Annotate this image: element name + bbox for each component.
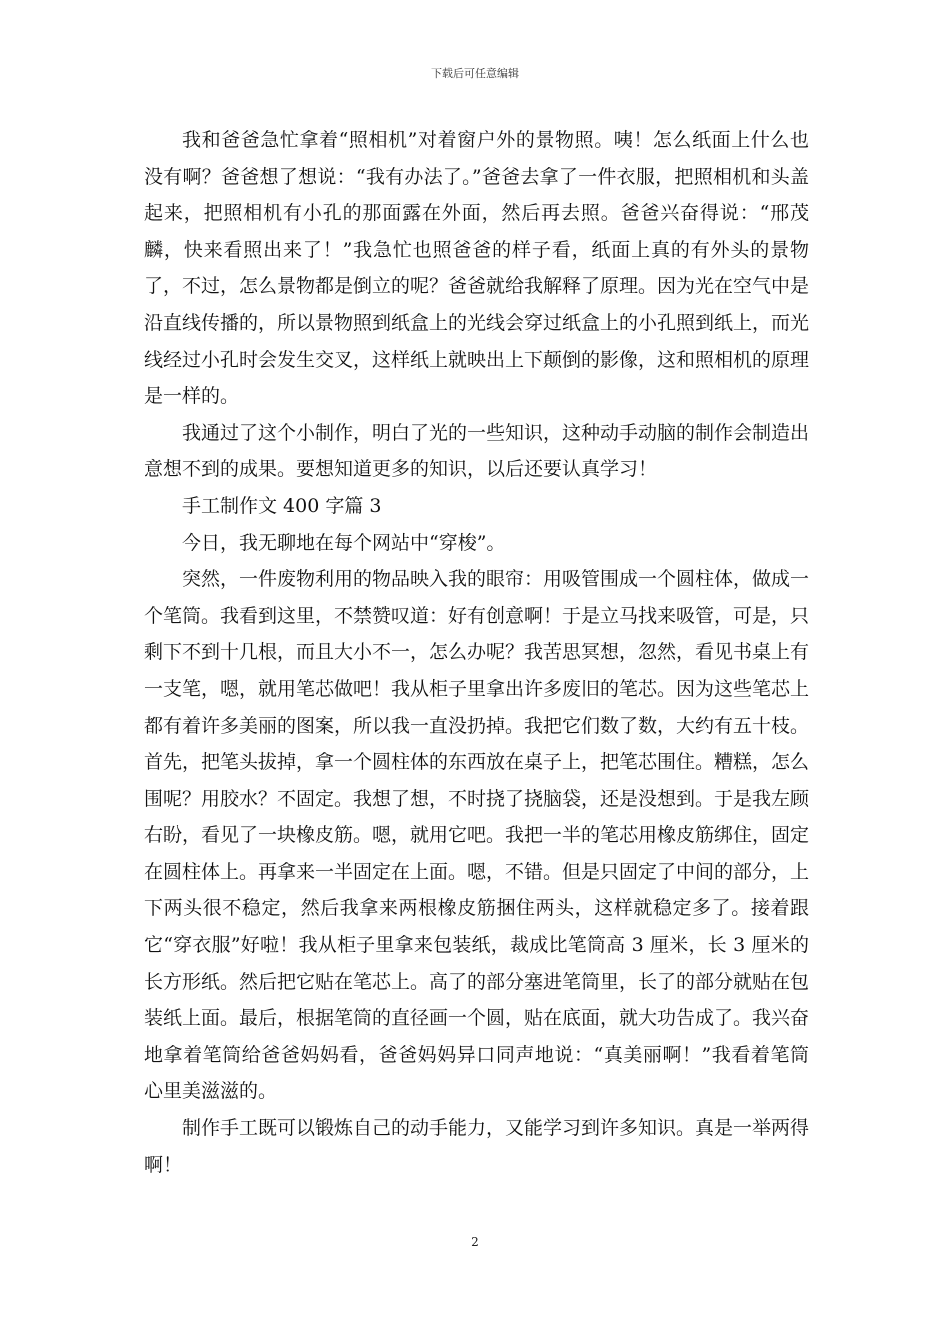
page-header: 下载后可任意编辑	[431, 67, 519, 80]
page-number: 2	[471, 1235, 479, 1249]
paragraph-photo-explanation: 我和爸爸急忙拿着“照相机”对着窗户外的景物照。咦！怎么纸面上什么也没有啊？爸爸想了想说：“我有办法了。”爸爸去拿了一件衣服，把照相机和头盖起来，把照相机有小孔的那面露在外面，然后再去照。爸爸兴奋得说：“邢茂麟，快来看照出来了！”我急忙也照爸爸的样子看，纸面上真的有外头的景物了，不过，怎么景物都是倒立的呢？爸爸就给我解释了原理。因为光在空气中是沿直线传播的，所以景物照到纸盒上的光线会穿过纸盒上的小孔照到纸上，而光线经过小孔时会发生交叉，这样纸上就映出上下颠倒的影像，这和照相机的原理是一样的。	[144, 129, 810, 408]
document-body	[144, 122, 809, 1183]
paragraph-conclusion: 制作手工既可以锻炼自己的动手能力，又能学习到许多知识。真是一举两得啊！	[144, 1117, 810, 1176]
paragraph-learning-summary: 我通过了这个小制作，明白了光的一些知识，这种动手动脑的制作会制造出意想不到的成果。要想知道更多的知识，以后还要认真学习！	[144, 421, 810, 481]
paragraph-browsing: 今日，我无聊地在每个网站中“穿梭”。	[182, 531, 506, 554]
section-heading: 手工制作文 400 字篇 3	[182, 494, 382, 517]
paragraph-pen-holder: 突然，一件废物利用的物品映入我的眼帘：用吸管围成一个圆柱体，做成一个笔筒。我看到这里，不禁赞叹道：好有创意啊！于是立马找来吸管，可是，只剩下不到十几根，而且大小不一，怎么办呢？我苦思冥想，忽然，看见书桌上有一支笔，嗯，就用笔芯做吧！我从柜子里拿出许多废旧的笔芯。因为这些笔芯上都有着许多美丽的图案，所以我一直没扔掉。我把它们数了数，大约有五十枝。首先，把笔头拔掉，拿一个圆柱体的东西放在桌子上，把笔芯围住。糟糕，怎么围呢？用胶水？不固定。我想了想，不时挠了挠脑袋，还是没想到。于是我左顾右盼，看见了一块橡皮筋。嗯，就用它吧。我把一半的笔芯用橡皮筋绑住，固定在圆柱体上。再拿来一半固定在上面。嗯，不错。但是只固定了中间的部分，上下两头很不稳定，然后我拿来两根橡皮筋捆住两头，这样就稳定多了。接着跟它“穿衣服”好啦！我从柜子里拿来包装纸，裁成比笔筒高 3 厘米，长 3 厘米的长方形纸。然后把它贴在笔芯上。高了的部分塞进笔筒里，长了的部分就贴在包装纸上面。最后，根据笔筒的直径画一个圆，贴在底面，就大功告成了。我兴奋地拿着笔筒给爸爸妈妈看，爸爸妈妈异口同声地说：“真美丽啊！”我看着笔筒心里美滋滋的。	[144, 568, 810, 1103]
